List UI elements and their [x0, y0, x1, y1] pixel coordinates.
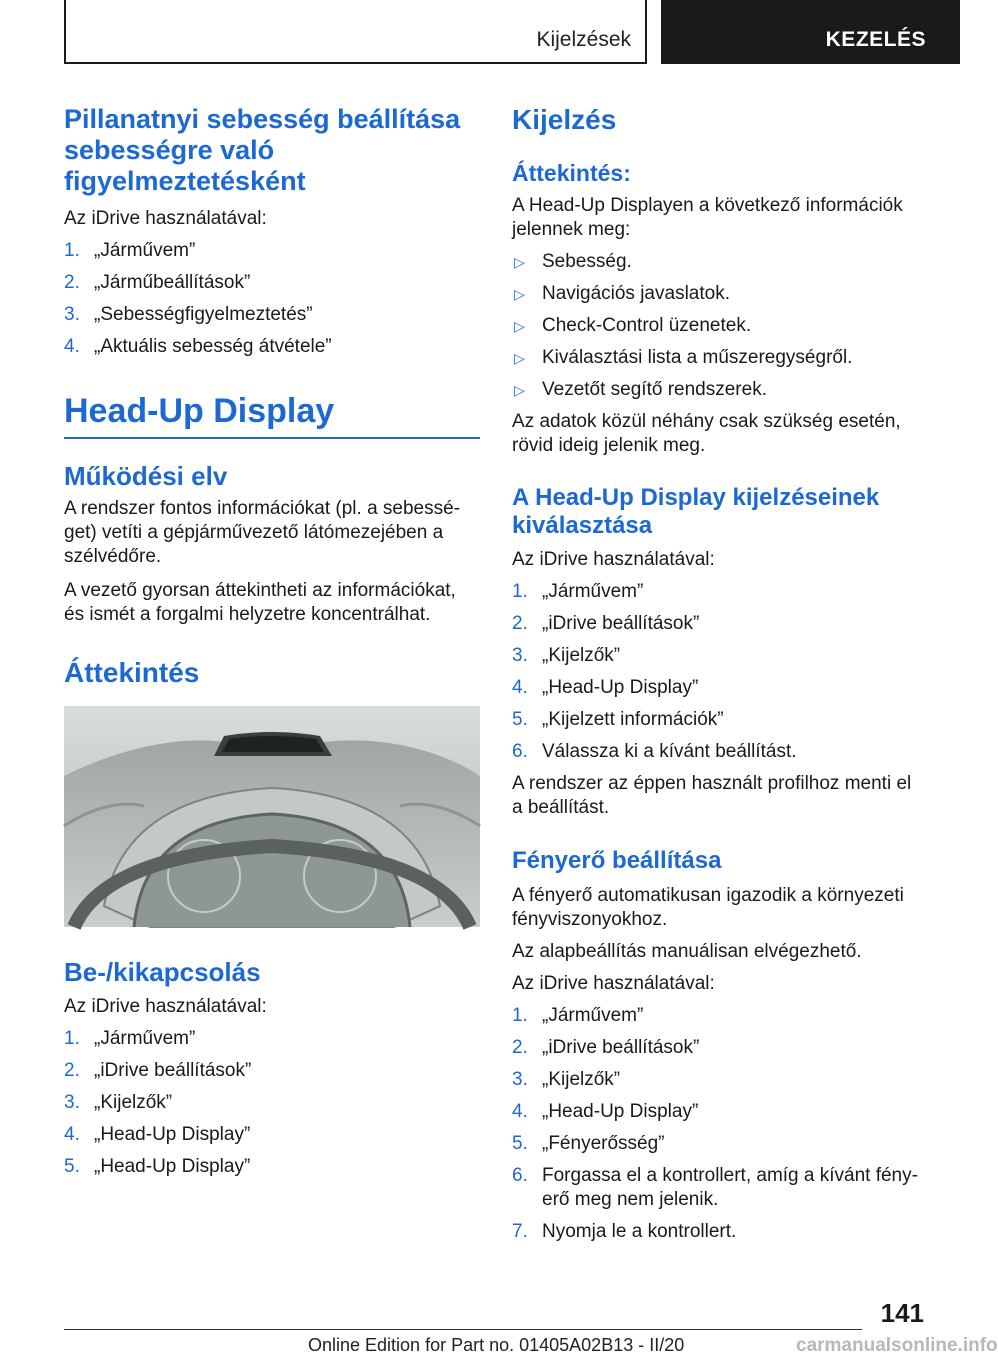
page-number: 141: [880, 1298, 924, 1328]
principle-text-2: A vezető gyorsan áttekintheti az információkat, és ismét a forgalmi helyzetre koncentrálhat.: [64, 580, 456, 625]
left-column: [64, 100, 480, 1179]
triangle-bullet-icon: ▷: [514, 382, 525, 398]
hud-dashboard-image: [64, 706, 480, 927]
list-item: 6. Forgassa el a kontrollert, amíg a kívánt fényerő meg nem jelenik.: [512, 1165, 918, 1210]
list-item: 2. „iDrive beállítások”: [512, 613, 700, 634]
section-title: Kijelzések: [536, 28, 631, 51]
steps-list: [64, 239, 480, 359]
heading-on-off: Be-/kikapcsolás: [64, 957, 261, 987]
heading-overview: Áttekintés: [64, 657, 200, 688]
list-item: 3. „Kijelzők”: [64, 1092, 173, 1113]
list-item: 1. „Járművem”: [64, 1028, 196, 1049]
triangle-bullet-icon: ▷: [514, 350, 525, 366]
list-item: 3. „Kijelzők”: [512, 645, 621, 666]
list-item: ▷ Vezetőt segítő rendszerek.: [514, 379, 767, 400]
list-item: 4. „Head-Up Display”: [512, 1101, 699, 1122]
steps-list: [64, 1027, 480, 1179]
list-item: 1. „Járművem”: [512, 581, 644, 602]
heading-current-speed: Pillanatnyi sebesség beállítása sebességre való figyelmeztetésként: [64, 104, 461, 196]
watermark: carmanualsonline.info: [796, 1335, 998, 1356]
list-item: 4. „Aktuális sebesség átvétele”: [64, 336, 332, 357]
list-item: 2. „iDrive beállítások”: [512, 1037, 700, 1058]
display-note: Az adatok közül néhány csak szükség esetén, rövid ideig jelenik meg.: [512, 411, 901, 456]
intro-text: Az iDrive használatával:: [64, 996, 267, 1017]
info-list: [512, 250, 926, 402]
brightness-text-1: A fényerő automatikusan igazodik a környezeti fényviszonyokhoz.: [512, 885, 904, 930]
list-item: 6. Válassza ki a kívánt beállítást.: [512, 741, 797, 762]
list-item: 1. „Járművem”: [64, 240, 196, 261]
intro-text: Az iDrive használatával:: [512, 973, 715, 994]
header-box: [64, 0, 647, 64]
principle-text-1: A rendszer fontos információkat (pl. a sebességet) vetíti a gépjárművezető látómezejében a szélvédőre.: [64, 498, 461, 567]
heading-display: Kijelzés: [512, 104, 617, 135]
list-item: 4. „Head-Up Display”: [512, 677, 699, 698]
list-item: 5. „Kijelzett információk”: [512, 709, 724, 730]
display-intro: A Head-Up Displayen a következő információk jelennek meg:: [512, 195, 903, 240]
brightness-text-2: Az alapbeállítás manuálisan elvégezhető.: [512, 941, 862, 962]
select-note: A rendszer az éppen használt profilhoz menti el a beállítást.: [512, 773, 912, 818]
list-item: ▷ Kiválasztási lista a műszeregységről.: [514, 347, 853, 368]
steps-list: [512, 1004, 926, 1244]
chapter-tab: KEZELÉS: [661, 0, 960, 64]
list-item: 2. „iDrive beállítások”: [64, 1060, 252, 1081]
list-item: 7. Nyomja le a kontrollert.: [512, 1221, 737, 1242]
intro-text: Az iDrive használatával:: [512, 549, 715, 570]
triangle-bullet-icon: ▷: [514, 286, 525, 302]
list-item: 5. „Fényerősség”: [512, 1133, 665, 1154]
heading-select-displays: A Head-Up Display kijelzéseinek kiválasztása: [512, 484, 880, 539]
list-item: ▷ Sebesség.: [514, 251, 632, 272]
list-item: 1. „Járművem”: [512, 1005, 644, 1026]
list-item: ▷ Navigációs javaslatok.: [514, 283, 730, 304]
list-item: 3. „Sebességfigyelmeztetés”: [64, 304, 313, 325]
list-item: 2. „Járműbeállítások”: [64, 272, 251, 293]
list-item: ▷ Check-Control üzenetek.: [514, 315, 752, 336]
list-item: 4. „Head-Up Display”: [64, 1124, 251, 1145]
triangle-bullet-icon: ▷: [514, 318, 525, 334]
heading-principle: Működési elv: [64, 461, 228, 491]
heading-overview-sub: Áttekintés:: [512, 160, 631, 186]
right-column: [512, 100, 926, 1244]
heading-brightness: Fényerő beállítása: [512, 847, 722, 874]
list-item: 3. „Kijelzők”: [512, 1069, 621, 1090]
list-item: 5. „Head-Up Display”: [64, 1156, 251, 1177]
steps-list: [512, 580, 926, 764]
footer-divider: [64, 1329, 862, 1330]
chapter-heading: Head-Up Display: [64, 391, 480, 439]
triangle-bullet-icon: ▷: [514, 254, 525, 270]
footer-edition: Online Edition for Part no. 01405A02B13 - II/20: [308, 1335, 685, 1355]
intro-text: Az iDrive használatával:: [64, 208, 267, 229]
